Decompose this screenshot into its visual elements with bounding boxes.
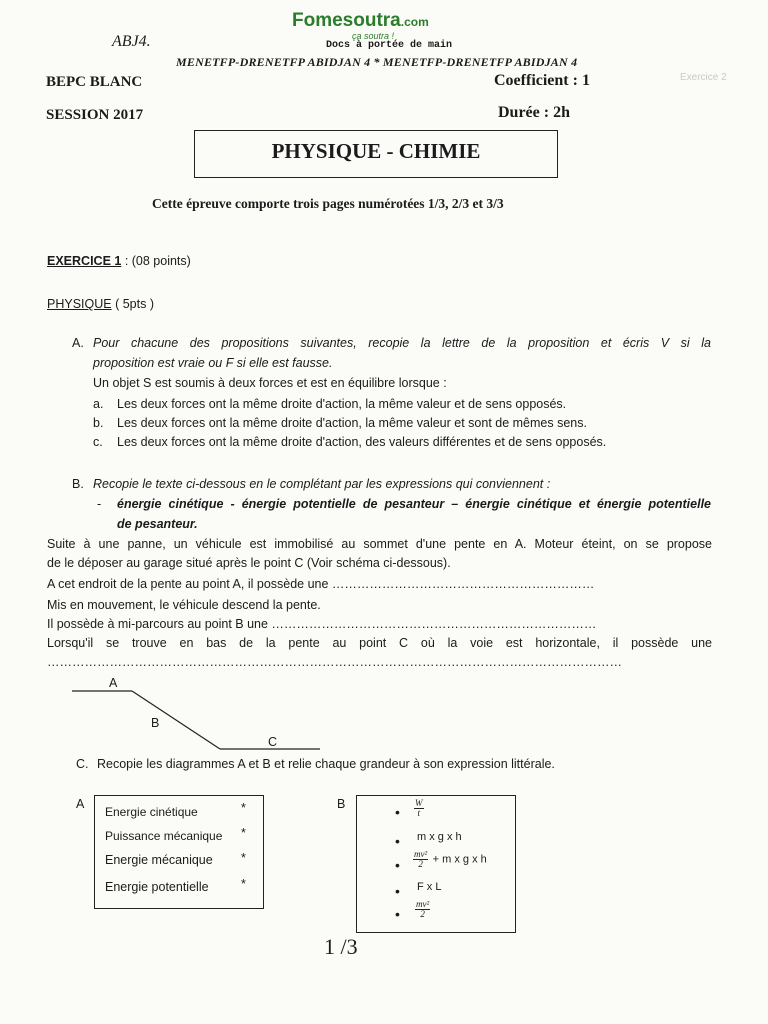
part-a-statement: Un objet S est soumis à deux forces et est en équilibre lorsque : bbox=[93, 376, 447, 390]
section-heading bbox=[47, 297, 154, 311]
connector-bullet: • bbox=[395, 857, 400, 873]
fraction-numerator: W bbox=[415, 798, 423, 808]
connector-marker: * bbox=[241, 826, 246, 840]
item-letter: c. bbox=[93, 435, 103, 449]
text-line-3: A cet endroit de la pente au point A, il possède une ……………………………………………………… bbox=[47, 577, 595, 591]
fraction bbox=[413, 850, 428, 869]
duration: Durée : 2h bbox=[498, 104, 570, 121]
expression-force-length: F x L bbox=[417, 881, 442, 893]
point-b-label: B bbox=[151, 716, 160, 730]
section-points: ( 5pts ) bbox=[111, 297, 154, 311]
brand-tagline: ça soutra ! bbox=[352, 31, 395, 41]
exercise-heading bbox=[47, 254, 191, 268]
connector-bullet: • bbox=[395, 906, 400, 922]
item-text: Les deux forces ont la même droite d'action, la même valeur et sont de mêmes sens. bbox=[117, 416, 587, 430]
connector-bullet: • bbox=[395, 883, 400, 899]
item-text: Les deux forces ont la même droite d'action, la même valeur et de sens opposés. bbox=[117, 397, 567, 411]
expression-work-over-time bbox=[414, 799, 424, 818]
list-item bbox=[93, 416, 587, 430]
brand-name: Fomesoutra bbox=[292, 10, 401, 31]
handwritten-code: ABJ4. bbox=[112, 33, 151, 50]
part-a-instruction-1: Pour chacune des propositions suivantes, recopie la lettre de la proposition et écris V si la bbox=[93, 336, 711, 350]
part-c-letter: C. bbox=[76, 757, 89, 771]
text-line-6: Lorsqu'il se trouve en bas de la pente au point C où la voie est horizontale, il possède une bbox=[47, 636, 712, 650]
text-line-7: ………………………………………………………………………………………………………………………… bbox=[47, 655, 622, 669]
part-a-letter: A. bbox=[72, 336, 84, 350]
part-b-instruction: Recopie le texte ci-dessous en le complétant par les expressions qui conviennent : bbox=[93, 477, 551, 491]
section-title: PHYSIQUE bbox=[47, 297, 112, 311]
expressions-dash: - bbox=[97, 497, 102, 511]
brand-logo bbox=[292, 10, 429, 32]
expression-mechanical bbox=[413, 850, 487, 869]
quantity-label: Energie cinétique bbox=[105, 805, 198, 819]
part-c-instruction: Recopie les diagrammes A et B et relie chaque grandeur à son expression littérale. bbox=[97, 757, 555, 771]
quantity-label: Puissance mécanique bbox=[105, 829, 223, 843]
slope-diagram bbox=[60, 672, 330, 756]
expressions-line-1: énergie cinétique - énergie potentielle de pesanteur – énergie cinétique et énergie potentielle bbox=[117, 497, 711, 511]
expression-kinetic bbox=[415, 900, 430, 919]
fraction-numerator: mv² bbox=[414, 849, 428, 859]
bleed-through-text: Exercice 2 bbox=[680, 72, 727, 83]
expression-potential: m x g x h bbox=[417, 831, 462, 843]
connector-bullet: • bbox=[395, 804, 400, 820]
connector-marker: * bbox=[241, 801, 246, 815]
diagram-a-box bbox=[94, 795, 264, 909]
quantity-label: Energie potentielle bbox=[105, 880, 209, 894]
diagram-b-box bbox=[356, 795, 516, 933]
expression-suffix: + m x g x h bbox=[432, 853, 487, 866]
exercise-title: EXERCICE 1 bbox=[47, 254, 122, 268]
diagram-a-label: A bbox=[76, 797, 85, 811]
connector-bullet: • bbox=[395, 833, 400, 849]
text-line-1: Suite à une panne, un véhicule est immobilisé au sommet d'une pente en A. Moteur éteint, on se propose bbox=[47, 537, 712, 551]
pages-note: Cette épreuve comporte trois pages numérotées 1/3, 2/3 et 3/3 bbox=[152, 196, 504, 211]
point-a-label: A bbox=[109, 676, 118, 690]
title-box bbox=[194, 130, 558, 178]
fraction-denominator: 2 bbox=[420, 909, 425, 919]
quantity-label: Energie mécanique bbox=[105, 853, 213, 867]
exercise-points: : (08 points) bbox=[121, 254, 191, 268]
text-line-2: de le déposer au garage situé après le point C (Voir schéma ci-dessous). bbox=[47, 556, 451, 570]
fraction-numerator: mv² bbox=[416, 899, 430, 909]
session: SESSION 2017 bbox=[46, 107, 144, 123]
connector-marker: * bbox=[241, 851, 246, 865]
fraction-denominator: 2 bbox=[418, 859, 423, 869]
slope-incline bbox=[132, 691, 220, 749]
item-letter: a. bbox=[93, 397, 104, 411]
exam-name: BEPC BLANC bbox=[46, 74, 143, 90]
list-item bbox=[93, 435, 607, 449]
coefficient: Coefficient : 1 bbox=[494, 72, 590, 89]
brand-domain: .com bbox=[400, 15, 429, 29]
brand-motto: Docs à portée de main bbox=[326, 40, 453, 51]
subject-title: PHYSIQUE - CHIMIE bbox=[271, 139, 481, 163]
page-number: 1 /3 bbox=[324, 934, 358, 959]
point-c-label: C bbox=[268, 735, 278, 749]
diagram-b-label: B bbox=[337, 797, 346, 811]
part-a-instruction-2: proposition est vraie ou F si elle est fausse. bbox=[93, 356, 333, 370]
item-letter: b. bbox=[93, 416, 104, 430]
text-line-4: Mis en mouvement, le véhicule descend la pente. bbox=[47, 598, 321, 612]
part-b-letter: B. bbox=[72, 477, 84, 491]
fraction-denominator: t bbox=[417, 808, 420, 818]
expressions-line-2: de pesanteur. bbox=[117, 517, 198, 531]
text-line-5: Il possède à mi-parcours au point B une …………………………………………………………………… bbox=[47, 617, 597, 631]
institution-line: MENETFP-DRENETFP ABIDJAN 4 * MENETFP-DRENETFP ABIDJAN 4 bbox=[176, 55, 578, 69]
connector-marker: * bbox=[241, 877, 246, 891]
list-item bbox=[93, 397, 567, 411]
item-text: Les deux forces ont la même droite d'action, des valeurs différentes et de sens opposés. bbox=[117, 435, 607, 449]
